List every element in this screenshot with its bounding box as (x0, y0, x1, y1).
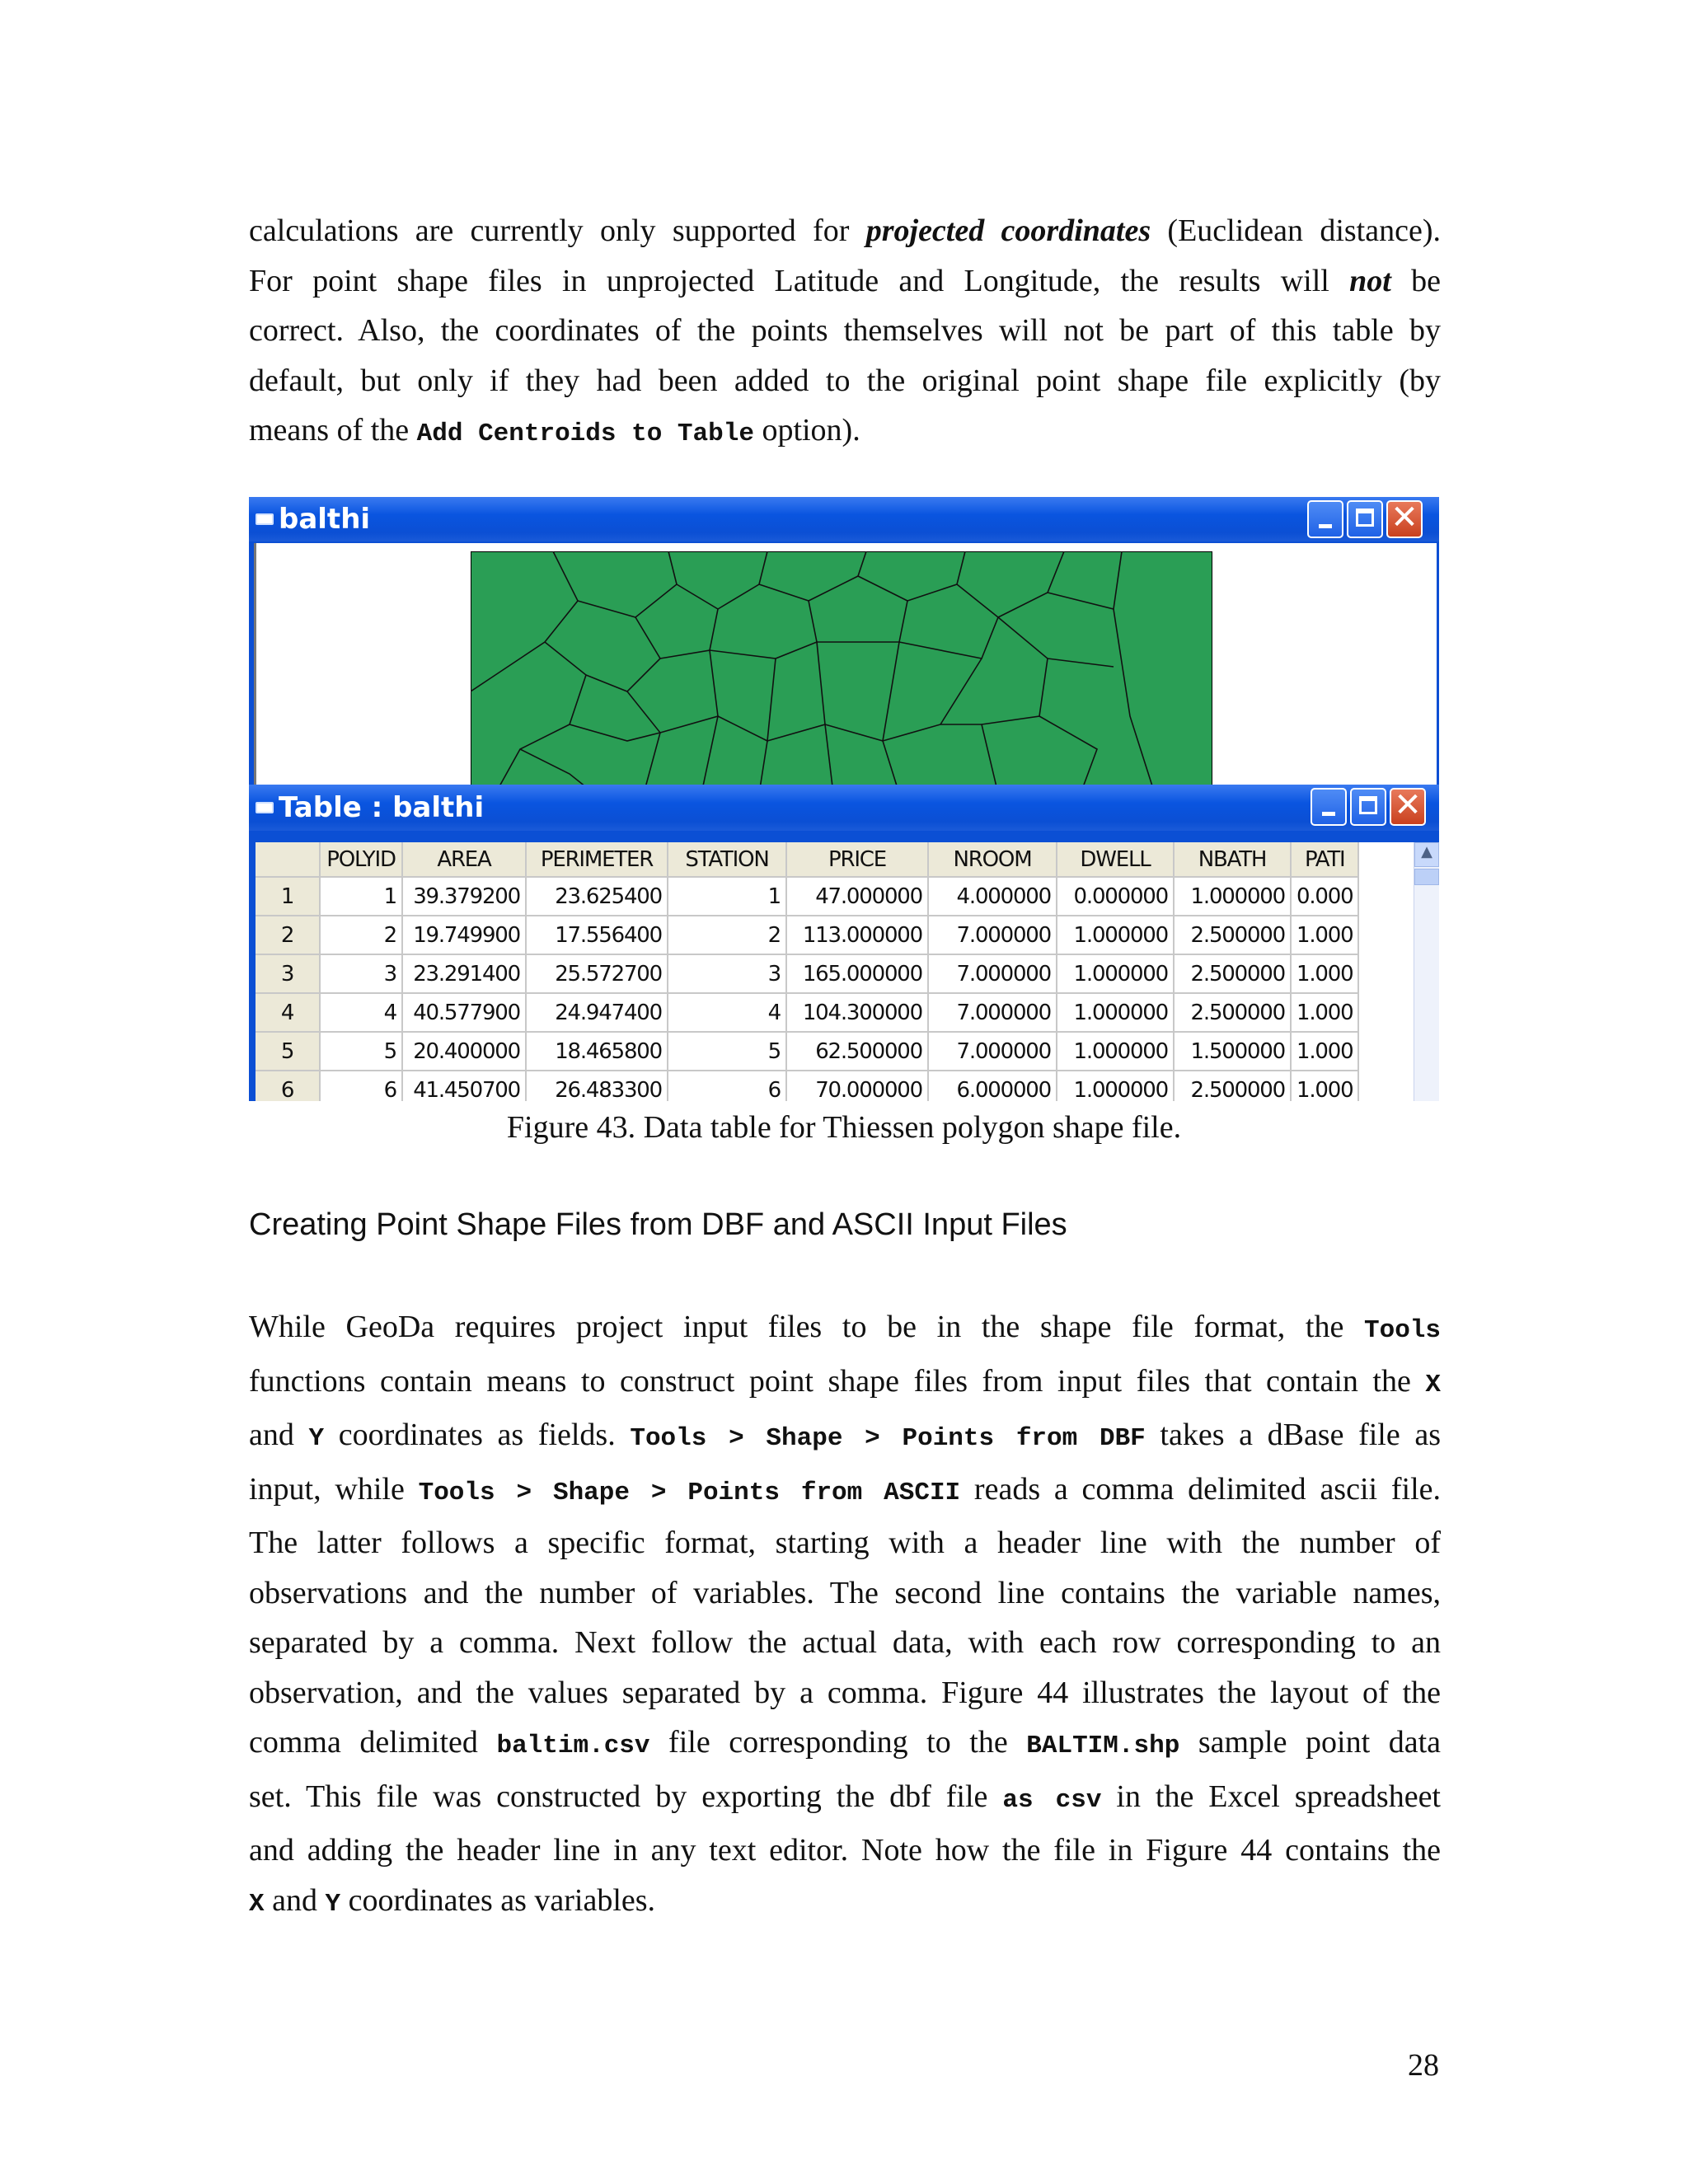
text-line: correct. Also, the coordinates of the points themselves will not be part of this table by (249, 313, 1441, 348)
table-cell: 23.291400 (402, 954, 526, 993)
table-cell: 17.556400 (526, 916, 668, 954)
text-line: default, but only if they had been added to the original point shape file explicitly (by (249, 363, 1441, 398)
row-number[interactable]: 2 (256, 916, 320, 954)
table-cell: 7.000000 (928, 1032, 1057, 1071)
table-cell: 25.572700 (526, 954, 668, 993)
map-window-title: balthi (279, 503, 371, 536)
table-cell: 1.000 (1291, 993, 1358, 1032)
maximize-icon (1356, 509, 1374, 527)
text-line: comma delimited baltim.csv file corresponding to the BALTIM.shp sample point data (249, 1725, 1441, 1760)
row-number[interactable]: 6 (256, 1071, 320, 1101)
column-header[interactable]: STATION (668, 842, 786, 877)
table-cell: 62.500000 (786, 1032, 928, 1071)
table-cell: 1.000 (1291, 954, 1358, 993)
table-cell: 3 (320, 954, 402, 993)
table-cell: 4 (320, 993, 402, 1032)
table-cell: 0.000 (1291, 877, 1358, 916)
scroll-up-arrow[interactable]: ▲ (1414, 842, 1439, 867)
table-cell: 113.000000 (786, 916, 928, 954)
minimize-icon (1319, 524, 1332, 528)
maximize-button[interactable] (1347, 500, 1383, 538)
table-cell: 4 (668, 993, 786, 1032)
map-window-titlebar[interactable] (249, 497, 1439, 541)
close-button[interactable] (1390, 788, 1426, 826)
maximize-button[interactable] (1350, 788, 1386, 826)
scroll-thumb[interactable] (1414, 869, 1439, 885)
table-window-title: Table : balthi (279, 791, 485, 824)
page-number: 28 (1408, 2048, 1439, 2083)
table-cell: 7.000000 (928, 916, 1057, 954)
table-row[interactable] (256, 993, 1358, 1032)
close-icon: ✕ (1390, 499, 1418, 537)
row-number[interactable]: 5 (256, 1032, 320, 1071)
text-line: For point shape files in unprojected Latitude and Longitude, the results will not be (249, 263, 1441, 298)
table-cell: 2.500000 (1174, 916, 1291, 954)
text-line: set. This file was constructed by exporting the dbf file as csv in the Excel spreadsheet (249, 1779, 1441, 1815)
table-viewport[interactable] (256, 842, 1439, 1101)
column-header[interactable]: DWELL (1057, 842, 1174, 877)
close-icon: ✕ (1394, 786, 1422, 824)
table-row[interactable] (256, 916, 1358, 954)
table-cell: 7.000000 (928, 993, 1057, 1032)
table-cell: 5 (668, 1032, 786, 1071)
table-cell: 1.000000 (1057, 1071, 1174, 1101)
table-cell: 6 (320, 1071, 402, 1101)
row-number[interactable]: 1 (256, 877, 320, 916)
thiessen-polygon-map (471, 551, 1212, 794)
text-line: observation, and the values separated by a comma. Figure 44 illustrates the layout of the (249, 1675, 1441, 1710)
column-header[interactable]: PERIMETER (526, 842, 668, 877)
column-header[interactable]: NBATH (1174, 842, 1291, 877)
table-cell: 2.500000 (1174, 993, 1291, 1032)
table-cell: 1 (668, 877, 786, 916)
column-header[interactable]: NROOM (928, 842, 1057, 877)
table-cell: 39.379200 (402, 877, 526, 916)
minimize-icon (1322, 812, 1335, 816)
text-line: observations and the number of variables. The second line contains the variable names, (249, 1575, 1441, 1610)
table-cell: 1.000 (1291, 916, 1358, 954)
table-cell: 23.625400 (526, 877, 668, 916)
text-line: X and Y coordinates as variables. (249, 1882, 656, 1919)
text-line: calculations are currently only supported for projected coordinates (Euclidean distance). (249, 213, 1441, 248)
text-line: separated by a comma. Next follow the actual data, with each row corresponding to an (249, 1625, 1441, 1660)
table-cell: 24.947400 (526, 993, 668, 1032)
table-row[interactable] (256, 1071, 1358, 1101)
minimize-button[interactable] (1311, 788, 1347, 826)
row-number[interactable]: 4 (256, 993, 320, 1032)
table-cell: 26.483300 (526, 1071, 668, 1101)
table-row[interactable] (256, 1032, 1358, 1071)
table-cell: 2 (320, 916, 402, 954)
table-cell: 6.000000 (928, 1071, 1057, 1101)
table-cell: 2 (668, 916, 786, 954)
table-window (249, 785, 1439, 1101)
text-line: input, while Tools > Shape > Points from ASCII reads a comma delimited ascii file. (249, 1471, 1441, 1507)
text-line: The latter follows a specific format, starting with a header line with the number of (249, 1526, 1441, 1560)
intro-paragraph (249, 206, 1441, 460)
window-icon (256, 802, 274, 813)
table-cell: 2.500000 (1174, 1071, 1291, 1101)
row-header-corner[interactable] (256, 842, 320, 877)
table-cell: 1.000000 (1057, 993, 1174, 1032)
column-header[interactable]: POLYID (320, 842, 402, 877)
minimize-button[interactable] (1307, 500, 1343, 538)
window-icon (256, 513, 274, 525)
column-header[interactable]: PATI (1291, 842, 1358, 877)
figure-caption: Figure 43. Data table for Thiessen polygon shape file. (506, 1110, 1182, 1145)
table-cell: 47.000000 (786, 877, 928, 916)
table-cell: 19.749900 (402, 916, 526, 954)
table-row[interactable] (256, 877, 1358, 916)
text-line: functions contain means to construct point shape files from input files that contain the X (249, 1363, 1441, 1399)
table-cell: 1.500000 (1174, 1032, 1291, 1071)
vertical-scrollbar[interactable] (1414, 842, 1439, 1101)
table-cell: 6 (668, 1071, 786, 1101)
text-line: While GeoDa requires project input files to be in the shape file format, the Tools (249, 1310, 1441, 1345)
table-cell: 0.000000 (1057, 877, 1174, 916)
table-cell: 4.000000 (928, 877, 1057, 916)
table-cell: 1.000 (1291, 1032, 1358, 1071)
table-cell: 41.450700 (402, 1071, 526, 1101)
close-button[interactable] (1386, 500, 1423, 538)
maximize-icon (1359, 796, 1377, 814)
table-cell: 104.300000 (786, 993, 928, 1032)
column-header[interactable]: PRICE (786, 842, 928, 877)
table-cell: 165.000000 (786, 954, 928, 993)
table-cell: 1.000000 (1057, 954, 1174, 993)
body-paragraph (249, 1302, 1441, 1929)
table-cell: 1 (320, 877, 402, 916)
table-cell: 5 (320, 1032, 402, 1071)
map-window (249, 497, 1439, 785)
text-line: and adding the header line in any text editor. Note how the file in Figure 44 contains the (249, 1833, 1441, 1868)
table-cell: 18.465800 (526, 1032, 668, 1071)
table-cell: 70.000000 (786, 1071, 928, 1101)
table-window-titlebar[interactable] (249, 785, 1439, 831)
text-line: and Y coordinates as fields. Tools > Shape > Points from DBF takes a dBase file as (249, 1418, 1441, 1453)
section-heading: Creating Point Shape Files from DBF and ASCII Input Files (249, 1207, 1067, 1242)
table-cell: 7.000000 (928, 954, 1057, 993)
table-row[interactable] (256, 954, 1358, 993)
text-line: means of the Add Centroids to Table option). (249, 413, 860, 448)
column-header[interactable]: AREA (402, 842, 526, 877)
table-cell: 2.500000 (1174, 954, 1291, 993)
attribute-table (256, 842, 1359, 1101)
table-cell: 1.000000 (1174, 877, 1291, 916)
table-cell: 40.577900 (402, 993, 526, 1032)
table-cell: 20.400000 (402, 1032, 526, 1071)
table-cell: 1.000 (1291, 1071, 1358, 1101)
row-number[interactable]: 3 (256, 954, 320, 993)
table-cell: 1.000000 (1057, 916, 1174, 954)
table-cell: 3 (668, 954, 786, 993)
table-cell: 1.000000 (1057, 1032, 1174, 1071)
map-canvas[interactable] (254, 543, 1437, 785)
